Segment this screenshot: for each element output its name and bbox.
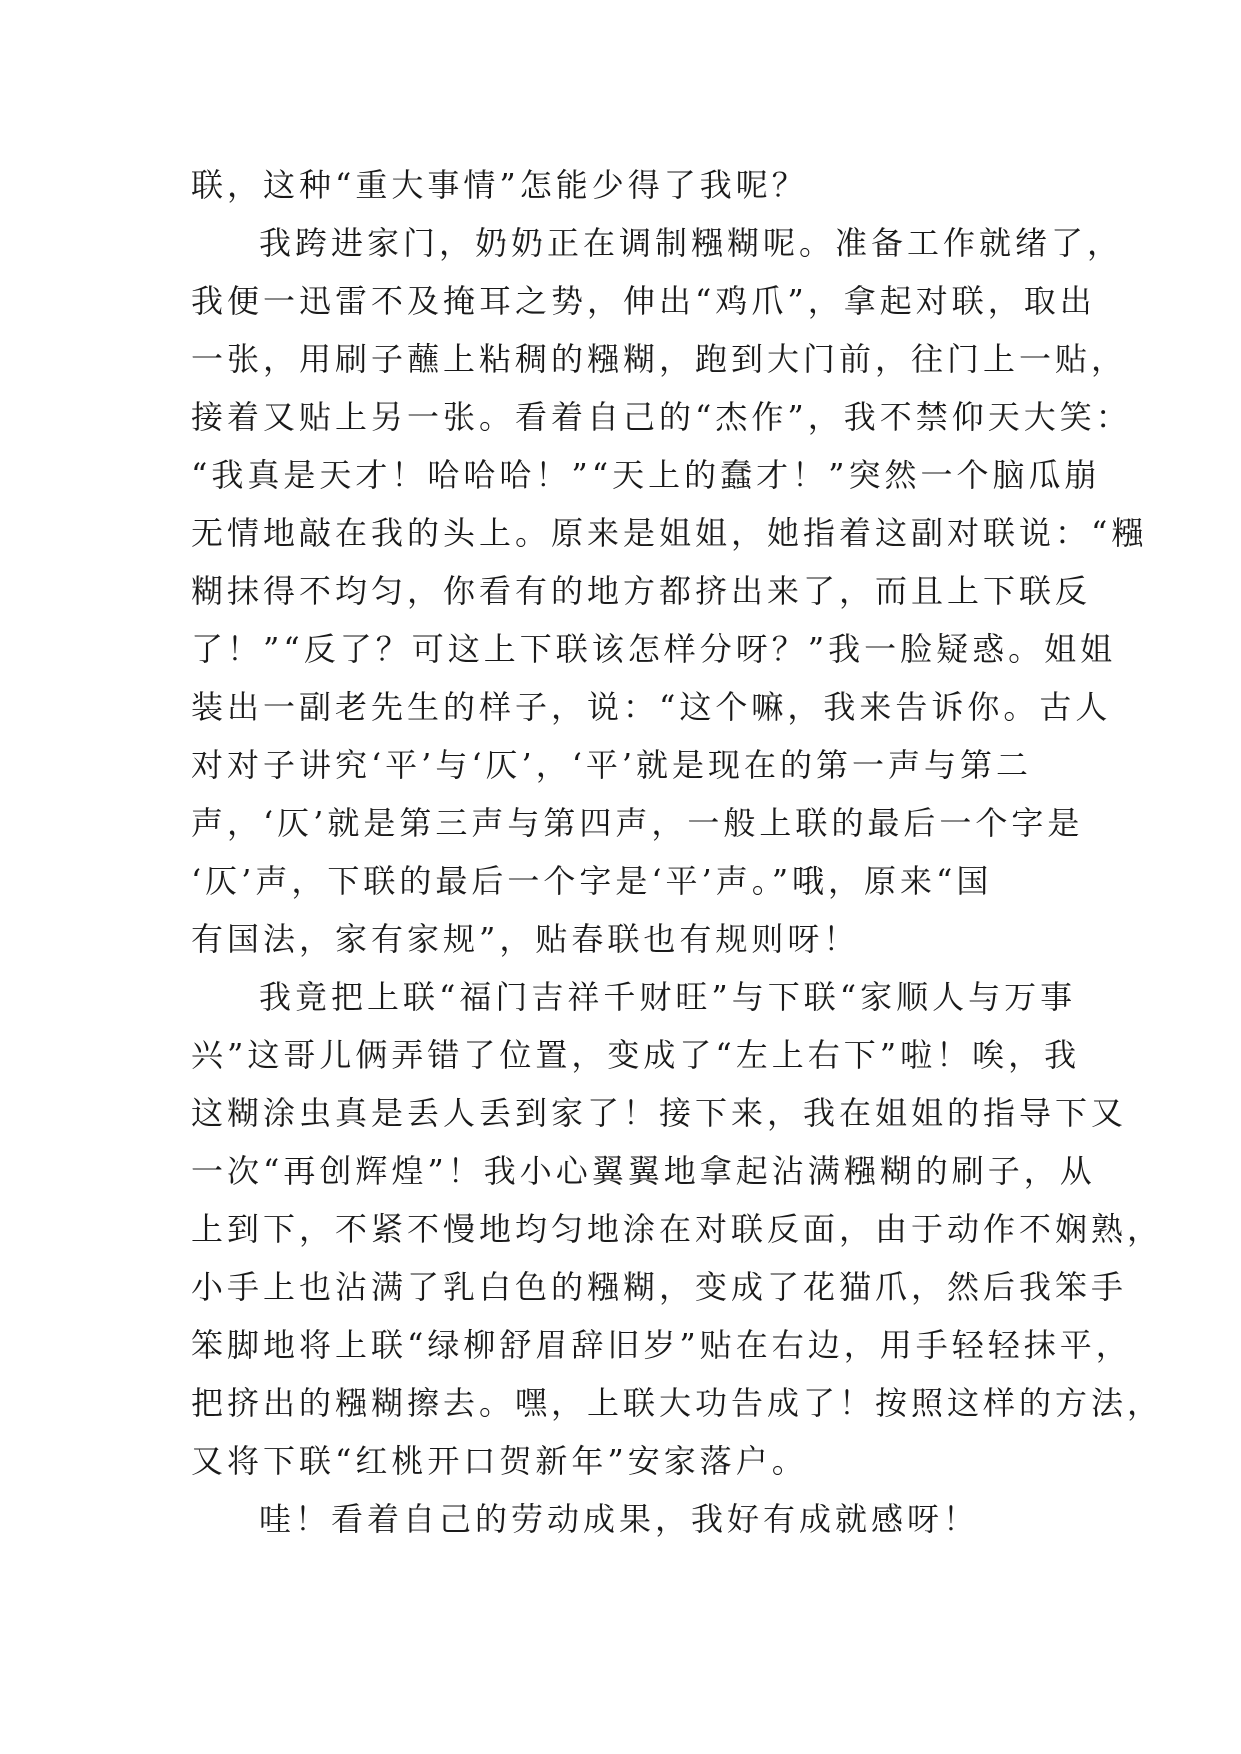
text-line: 联，这种“重大事情”怎能少得了我呢？ bbox=[191, 166, 808, 204]
text-line: 声，‘仄’就是第三声与第四声，一般上联的最后一个字是 bbox=[191, 804, 1084, 842]
text-line: 上到下，不紧不慢地均匀地涂在对联反面，由于动作不娴熟， bbox=[191, 1210, 1164, 1248]
essay-body bbox=[191, 156, 1164, 1548]
text-line: 又将下联“红桃开口贺新年”安家落户。 bbox=[191, 1442, 808, 1480]
text-line: 装出一副老先生的样子，说：“这个嘛，我来告诉你。古人 bbox=[191, 688, 1112, 726]
text-line: 无情地敲在我的头上。原来是姐姐，她指着这副对联说：“糨 bbox=[191, 514, 1148, 552]
paragraph-start-line: 我跨进家门，奶奶正在调制糨糊呢。准备工作就绪了， bbox=[259, 224, 1124, 262]
text-line: 接着又贴上另一张。看着自己的“杰作”，我不禁仰天大笑： bbox=[191, 398, 1132, 436]
text-line: ‘仄’声，下联的最后一个字是‘平’声。”哦，原来“国 bbox=[191, 862, 993, 900]
text-line: 有国法，家有家规”，贴春联也有规则呀！ bbox=[191, 920, 860, 958]
paragraph-start-line: 哇！看着自己的劳动成果，我好有成就感呀！ bbox=[259, 1500, 980, 1538]
text-line: 一次“再创辉煌”！我小心翼翼地拿起沾满糨糊的刷子，从 bbox=[191, 1152, 1096, 1190]
text-line: 一张，用刷子蘸上粘稠的糨糊，跑到大门前，往门上一贴， bbox=[191, 340, 1128, 378]
text-line: 对对子讲究‘平’与‘仄’，‘平’就是现在的第一声与第二 bbox=[191, 746, 1033, 784]
text-line: 糊抹得不均匀，你看有的地方都挤出来了，而且上下联反 bbox=[191, 572, 1092, 610]
text-line: 笨脚地将上联“绿柳舒眉辞旧岁”贴在右边，用手轻轻抹平， bbox=[191, 1326, 1132, 1364]
text-line: 兴”这哥儿俩弄错了位置，变成了“左上右下”啦！唉，我 bbox=[191, 1036, 1081, 1074]
text-line: 了！”“反了？可这上下联该怎样分呀？”我一脸疑惑。姐姐 bbox=[191, 630, 1117, 668]
text-line: 我便一迅雷不及掩耳之势，伸出“鸡爪”，拿起对联，取出 bbox=[191, 282, 1096, 320]
text-line: “我真是天才！哈哈哈！”“天上的蠢才！”突然一个脑瓜崩 bbox=[191, 456, 1101, 494]
text-line: 把挤出的糨糊擦去。嘿，上联大功告成了！按照这样的方法， bbox=[191, 1384, 1164, 1422]
text-line: 小手上也沾满了乳白色的糨糊，变成了花猫爪，然后我笨手 bbox=[191, 1268, 1128, 1306]
text-line: 这糊涂虫真是丢人丢到家了！接下来，我在姐姐的指导下又 bbox=[191, 1094, 1128, 1132]
paragraph-start-line: 我竟把上联“福门吉祥千财旺”与下联“家顺人与万事 bbox=[259, 978, 1077, 1016]
